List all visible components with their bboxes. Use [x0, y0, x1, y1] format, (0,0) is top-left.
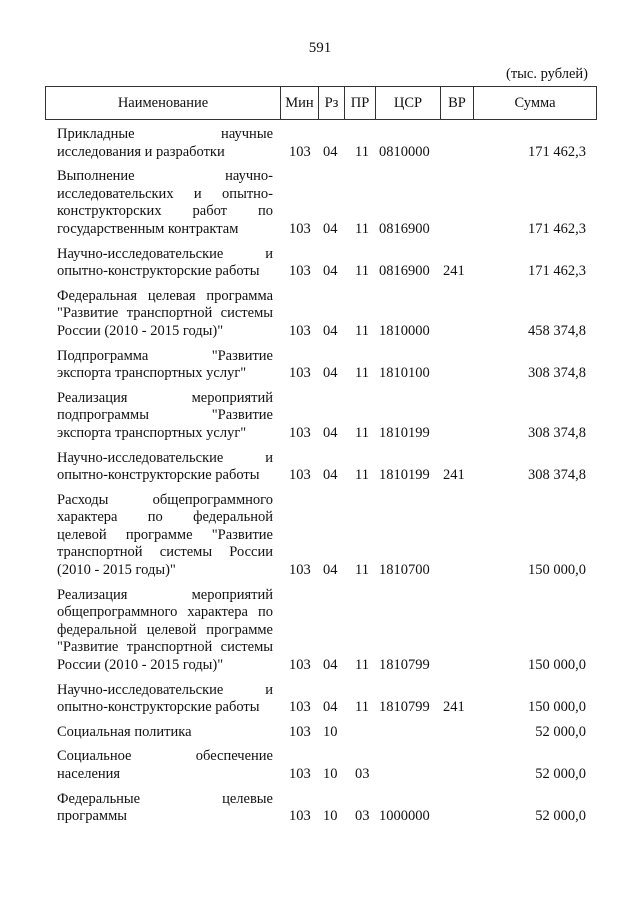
- table-row: [0, 288, 640, 348]
- cell-min: 103: [289, 220, 311, 237]
- header-rz: Рз: [319, 87, 345, 119]
- row-name-line: Научно-исследовательские и: [57, 681, 273, 698]
- header-name: Наименование: [46, 87, 281, 119]
- units-label: (тыс. рублей): [506, 66, 588, 82]
- row-name-line: Научно-исследовательские и: [57, 449, 273, 466]
- cell-rz: 04: [323, 322, 338, 339]
- cell-pr: 11: [355, 263, 369, 280]
- table-row: [0, 587, 640, 682]
- row-name-line: государственным контрактам: [57, 220, 239, 237]
- cell-sum: 171 462,3: [528, 143, 586, 160]
- cell-rz: 04: [323, 143, 338, 160]
- cell-pr: 11: [355, 424, 369, 441]
- cell-rz: 04: [323, 263, 338, 280]
- row-name-line: Прикладные научные: [57, 126, 273, 142]
- row-name-line: характера по федеральной: [57, 509, 273, 526]
- cell-min: 103: [289, 263, 311, 280]
- header-csr: ЦСР: [376, 87, 441, 119]
- row-name-line: населения: [57, 766, 121, 782]
- cell-csr: 1000000: [379, 808, 430, 825]
- table-row: [0, 348, 640, 390]
- cell-sum: 150 000,0: [528, 657, 586, 674]
- cell-pr: 03: [355, 766, 370, 782]
- table-row: [0, 791, 640, 833]
- cell-csr: 0810000: [379, 143, 430, 160]
- cell-sum: 308 374,8: [528, 467, 586, 484]
- row-name-line: транспортной системы России: [57, 544, 273, 561]
- cell-min: 103: [289, 424, 311, 441]
- row-name-line: опытно-конструкторские работы: [57, 699, 260, 716]
- row-name-line: федеральной целевой программе: [57, 621, 273, 638]
- cell-rz: 10: [323, 723, 338, 740]
- row-name-line: Социальное обеспечение: [57, 748, 273, 765]
- cell-csr: 1810799: [379, 657, 430, 674]
- row-name-line: Расходы общепрограммного: [57, 491, 273, 508]
- cell-sum: 52 000,0: [535, 766, 586, 782]
- cell-min: 103: [289, 562, 311, 579]
- page-number: 591: [308, 40, 332, 56]
- cell-sum: 171 462,3: [528, 263, 586, 280]
- row-name-line: Федеральная целевая программа: [57, 287, 273, 304]
- table-row: [0, 168, 640, 245]
- cell-csr: 1810199: [379, 424, 430, 441]
- cell-pr: 11: [355, 699, 369, 716]
- row-name-line: России (2010 - 2015 годы)": [57, 657, 224, 674]
- cell-rz: 04: [323, 424, 338, 441]
- cell-csr: 1810000: [379, 322, 430, 339]
- cell-pr: 11: [355, 322, 369, 339]
- cell-sum: 458 374,8: [528, 322, 586, 339]
- row-name-line: России (2010 - 2015 годы)": [57, 322, 224, 339]
- cell-rz: 04: [323, 365, 338, 382]
- row-name-line: экспорта транспортных услуг": [57, 365, 247, 382]
- cell-csr: 1810700: [379, 562, 430, 579]
- cell-sum: 308 374,8: [528, 424, 586, 441]
- row-name-line: Федеральные целевые: [57, 790, 273, 807]
- cell-vr: 241: [443, 263, 465, 280]
- table-row: [0, 492, 640, 587]
- row-name-line: общепрограммного характера по: [57, 604, 273, 621]
- row-name-line: Социальная политика: [57, 723, 192, 740]
- table-row: [0, 390, 640, 450]
- table-row: [0, 246, 640, 288]
- cell-pr: 11: [355, 143, 369, 160]
- row-name-line: Научно-исследовательские и: [57, 245, 273, 262]
- header-vr: ВР: [441, 87, 474, 119]
- table-row: [0, 126, 640, 168]
- cell-vr: 241: [443, 467, 465, 484]
- cell-min: 103: [289, 143, 311, 160]
- cell-min: 103: [289, 723, 311, 740]
- cell-csr: 1810100: [379, 365, 430, 382]
- cell-pr: 11: [355, 467, 369, 484]
- cell-rz: 10: [323, 766, 338, 782]
- table-row: [0, 724, 640, 749]
- row-name-line: (2010 - 2015 годы)": [57, 562, 176, 579]
- row-name-line: целевой программе "Развитие: [57, 526, 273, 543]
- cell-sum: 150 000,0: [528, 562, 586, 579]
- cell-rz: 10: [323, 808, 338, 825]
- row-name-line: подпрограммы "Развитие: [57, 407, 273, 424]
- table-row: [0, 450, 640, 492]
- row-name-line: Подпрограмма "Развитие: [57, 347, 273, 364]
- table-body: [0, 126, 640, 833]
- table-header: [45, 86, 597, 120]
- row-name-line: конструкторских работ по: [57, 203, 273, 220]
- row-name-line: исследования и разработки: [57, 143, 225, 160]
- cell-rz: 04: [323, 657, 338, 674]
- cell-rz: 04: [323, 220, 338, 237]
- table-row: [0, 682, 640, 724]
- cell-sum: 150 000,0: [528, 699, 586, 716]
- row-name-line: исследовательских и опытно-: [57, 185, 273, 202]
- cell-min: 103: [289, 808, 311, 825]
- cell-pr: 11: [355, 657, 369, 674]
- cell-vr: 241: [443, 699, 465, 716]
- cell-csr: 1810199: [379, 467, 430, 484]
- row-name-line: опытно-конструкторские работы: [57, 467, 260, 484]
- row-name-line: "Развитие транспортной системы: [57, 305, 273, 322]
- cell-sum: 52 000,0: [535, 723, 586, 740]
- cell-pr: 11: [355, 365, 369, 382]
- cell-pr: 11: [355, 220, 369, 237]
- row-name-line: "Развитие транспортной системы: [57, 639, 273, 656]
- header-sum: Сумма: [514, 95, 556, 111]
- header-min: Мин: [281, 87, 319, 119]
- table-row: [0, 748, 640, 790]
- cell-min: 103: [289, 365, 311, 382]
- row-name-line: опытно-конструкторские работы: [57, 263, 260, 280]
- cell-csr: 1810799: [379, 699, 430, 716]
- row-name-line: Реализация мероприятий: [57, 389, 273, 406]
- cell-sum: 52 000,0: [535, 808, 586, 825]
- header-pr: ПР: [345, 87, 376, 119]
- cell-min: 103: [289, 467, 311, 484]
- cell-csr: 0816900: [379, 220, 430, 237]
- cell-pr: 11: [355, 562, 369, 579]
- cell-min: 103: [289, 699, 311, 716]
- cell-min: 103: [289, 766, 311, 782]
- row-name-line: Реализация мероприятий: [57, 586, 273, 603]
- row-name-line: экспорта транспортных услуг": [57, 424, 247, 441]
- cell-csr: 0816900: [379, 263, 430, 280]
- cell-min: 103: [289, 657, 311, 674]
- cell-rz: 04: [323, 699, 338, 716]
- cell-pr: 03: [355, 808, 370, 825]
- cell-sum: 308 374,8: [528, 365, 586, 382]
- row-name-line: программы: [57, 808, 127, 825]
- cell-rz: 04: [323, 562, 338, 579]
- cell-sum: 171 462,3: [528, 220, 586, 237]
- cell-min: 103: [289, 322, 311, 339]
- row-name-line: Выполнение научно-: [57, 168, 273, 185]
- cell-rz: 04: [323, 467, 338, 484]
